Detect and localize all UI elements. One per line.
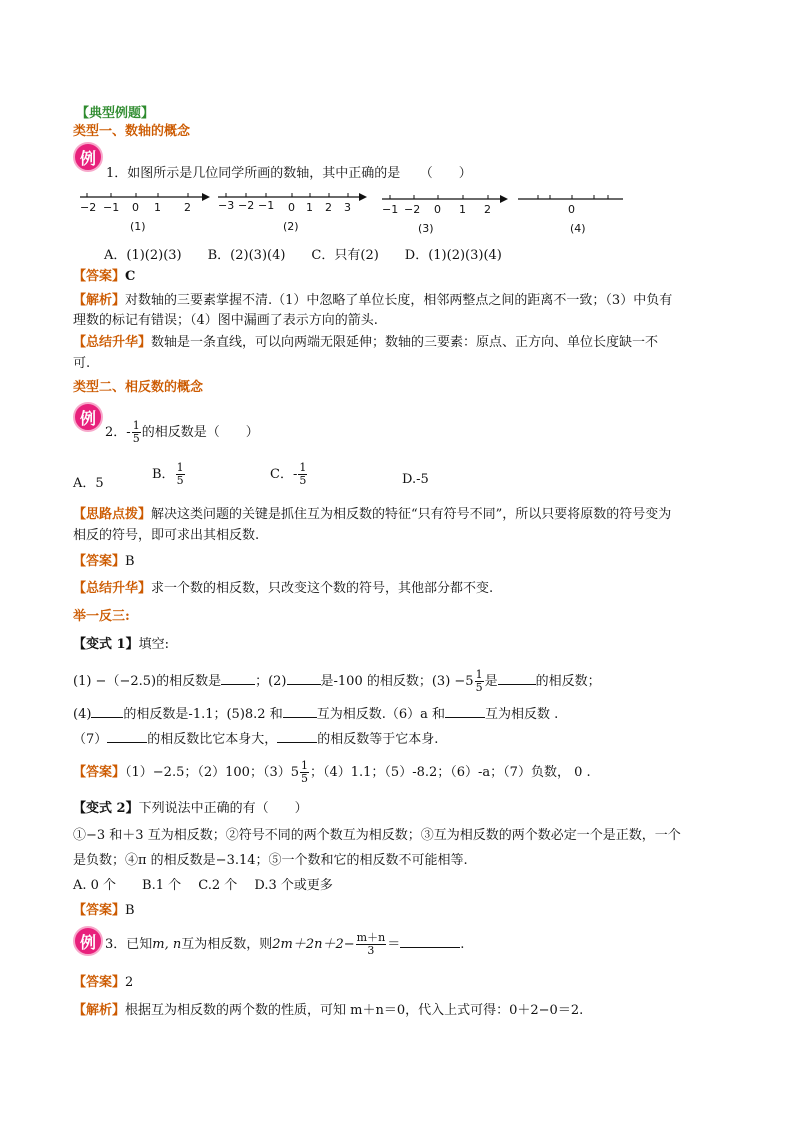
q2-answer: B: [125, 554, 135, 569]
q2-tail: 的相反数是（ ）: [141, 425, 259, 440]
axis3-tick-3: 1: [459, 203, 466, 216]
q1-stem: 1．如图所示是几位同学所画的数轴，其中正确的是 （ ）: [106, 166, 472, 181]
axis2-tick-3: 0: [288, 201, 295, 214]
q1-analysis-line2: 理数的标记有错误；（4）图中漏画了表示方向的箭头.: [73, 313, 378, 328]
type2-heading: 类型二、相反数的概念: [73, 380, 204, 395]
v1-line2-b: 的相反数是-1.1；(5)8.2 和: [123, 707, 283, 722]
q2-option-b-prefix: B．: [152, 467, 175, 482]
v1-line2-d: 互为相反数 .: [485, 707, 559, 722]
v1-line1-b: ；(2): [255, 674, 287, 689]
number-line-2: [218, 193, 367, 233]
example-badge-1: 例: [73, 142, 103, 172]
practice-heading: 举一反三:: [73, 609, 130, 624]
v1-ans-den: 5: [300, 772, 308, 785]
v1-line2-c: 互为相反数.（6）a 和: [316, 707, 446, 722]
q1-answer: C: [125, 269, 136, 284]
q3-analysis: 根据互为相反数的两个数的性质，可知 m＋n＝0，代入上式可得：0＋2−0＝2.: [125, 1003, 584, 1018]
v1-blank-7[interactable]: [107, 730, 147, 743]
q2-optc-den: 5: [299, 474, 307, 487]
v1-blank-2[interactable]: [287, 672, 321, 685]
q3-fraction: [356, 932, 387, 957]
q1-options: A．(1)(2)(3) B．(2)(3)(4) C．只有(2) D．(1)(2)(3)(4): [104, 248, 502, 263]
q1-answer-tag: 【答案】: [73, 269, 126, 284]
axis2-tick-6: 3: [344, 201, 351, 214]
q3-frac-num: m＋n: [356, 931, 386, 944]
q3-expr: 2m＋2n＋2−: [272, 937, 355, 952]
v1-title: 填空:: [138, 637, 169, 652]
axis1-tick-4: 2: [184, 201, 191, 214]
q3-mid: 互为相反数，则: [181, 937, 273, 952]
v2-line1: ①−3 和＋3 互为相反数；②符号不同的两个数互为相反数；③互为相反数的两个数必定一个是正数，一个: [73, 828, 681, 843]
v1-answer-b: ；（4）1.1；（5）-8.2；（6）-a；（7）负数， 0 .: [309, 765, 591, 780]
q3-vars: m, n: [152, 937, 182, 952]
number-line-3: [382, 195, 508, 235]
axis1-tick-2: 0: [132, 201, 139, 214]
q1-summary-line2: 可.: [73, 356, 91, 371]
axis3-label: (3): [418, 222, 434, 235]
v1-mixed-fraction: [475, 669, 484, 694]
v1-blank-3[interactable]: [498, 672, 536, 685]
q3-answer: 2: [125, 975, 134, 990]
v1-blank-6[interactable]: [445, 705, 485, 718]
q2-fraction: [132, 420, 141, 445]
q2-frac-num: 1: [132, 419, 140, 432]
number-line-1: [80, 193, 210, 233]
v1-line1-a: (1) −（−2.5)的相反数是: [73, 674, 222, 689]
q2-frac-den: 5: [132, 432, 140, 445]
q2-option-a: A．5: [73, 476, 104, 491]
q1-analysis-tag: 【解析】: [73, 293, 126, 308]
v1-frac-den: 5: [475, 681, 483, 694]
q2-summary: 求一个数的相反数，只改变这个数的符号，其他部分都不变.: [151, 581, 494, 596]
axis2-tick-0: −3: [218, 199, 235, 212]
v1-line3-c: 的相反数等于它本身.: [317, 732, 439, 747]
q2-summary-tag: 【总结升华】: [73, 581, 152, 596]
v1-line1-d: 是: [484, 674, 498, 689]
v2-options: A. 0 个 B.1 个 C.2 个 D.3 个或更多: [73, 878, 333, 893]
q1-summary-line1: 数轴是一条直线，可以向两端无限延伸；数轴的三要素：原点、正方向、单位长度缺一不: [151, 335, 659, 350]
q2-optb-num: 1: [176, 461, 184, 474]
v1-line2-a: (4): [73, 707, 92, 722]
v1-frac-num: 1: [475, 668, 483, 681]
axis3-tick-0: −1: [382, 203, 399, 216]
axis3-tick-4: 2: [484, 203, 491, 216]
q2-num: 2．: [105, 425, 127, 440]
v1-line1-c: 是-100 的相反数；(3) −5: [320, 674, 474, 689]
v1-blank-4[interactable]: [91, 705, 123, 718]
q2-option-b-fraction: [176, 462, 185, 487]
v1-answer-fraction: [300, 760, 309, 785]
number-lines-figure: [78, 188, 638, 236]
axis1-tick-3: 1: [154, 201, 161, 214]
v1-line3-a: （7）: [73, 732, 108, 747]
axis3-tick-1: −2: [404, 203, 421, 216]
q3-analysis-tag: 【解析】: [73, 1003, 126, 1018]
example-badge-3: 例: [73, 926, 103, 956]
v1-answer-a: （1）−2.5；（2）100；（3）5: [125, 765, 299, 780]
q3-blank[interactable]: [400, 935, 460, 948]
v1-line3-b: 的相反数比它本身大，: [147, 732, 278, 747]
v2-tag: 【变式 2】: [73, 801, 139, 816]
q2-option-c-prefix: C．-: [270, 467, 298, 482]
q2-frac-sign: -: [126, 425, 131, 440]
q2-optc-num: 1: [299, 461, 307, 474]
axis4-label: (4): [570, 222, 586, 235]
q2-hint-tag: 【思路点拨】: [73, 507, 152, 522]
q2-hint-line1: 解决这类问题的关键是抓住互为相反数的特征“只有符号不同”，所以只要将原数的符号变为: [151, 507, 672, 522]
v2-line2: 是负数；④π 的相反数是−3.14；⑤一个数和它的相反数不可能相等.: [73, 853, 468, 868]
v1-ans-num: 1: [300, 759, 308, 772]
type1-heading: 类型一、数轴的概念: [73, 124, 191, 139]
v1-blank-5[interactable]: [283, 705, 317, 718]
v1-answer-tag: 【答案】: [73, 765, 126, 780]
axis2-label: (2): [283, 220, 299, 233]
axis1-tick-0: −2: [80, 201, 97, 214]
q2-optb-den: 5: [176, 474, 184, 487]
number-line-4: [518, 195, 623, 235]
q2-option-d: D.-5: [402, 472, 429, 487]
q3-pre: 3．已知: [105, 937, 153, 952]
axis2-tick-2: −1: [258, 199, 275, 212]
v1-tag: 【变式 1】: [73, 637, 139, 652]
q2-option-c-fraction: [298, 462, 307, 487]
axis1-tick-1: −1: [103, 201, 120, 214]
v1-blank-1[interactable]: [221, 672, 255, 685]
example-badge-2: 例: [73, 402, 103, 432]
section-header: 【典型例题】: [76, 106, 155, 121]
v2-answer: B: [125, 903, 135, 918]
q1-analysis-line1: 对数轴的三要素掌握不清.（1）中忽略了单位长度，相邻两整点之间的距离不一致；（3）中负有: [125, 293, 673, 308]
axis1-label: (1): [130, 220, 146, 233]
axis4-tick-0: 0: [568, 203, 575, 216]
q2-answer-tag: 【答案】: [73, 554, 126, 569]
q3-end: .: [460, 937, 465, 952]
axis2-tick-4: 1: [306, 201, 313, 214]
axis3-tick-2: 0: [434, 203, 441, 216]
q1-summary-tag: 【总结升华】: [73, 335, 152, 350]
axis2-tick-1: −2: [238, 199, 255, 212]
v2-title: 下列说法中正确的有（ ）: [138, 801, 308, 816]
q2-hint-line2: 相反的符号，即可求出其相反数.: [73, 528, 260, 543]
q3-eq: ＝: [387, 937, 401, 952]
axis2-tick-5: 2: [325, 201, 332, 214]
q3-answer-tag: 【答案】: [73, 975, 126, 990]
v1-line1-e: 的相反数；: [535, 674, 601, 689]
v2-answer-tag: 【答案】: [73, 903, 126, 918]
q3-frac-den: 3: [367, 944, 375, 957]
v1-blank-8[interactable]: [277, 730, 317, 743]
